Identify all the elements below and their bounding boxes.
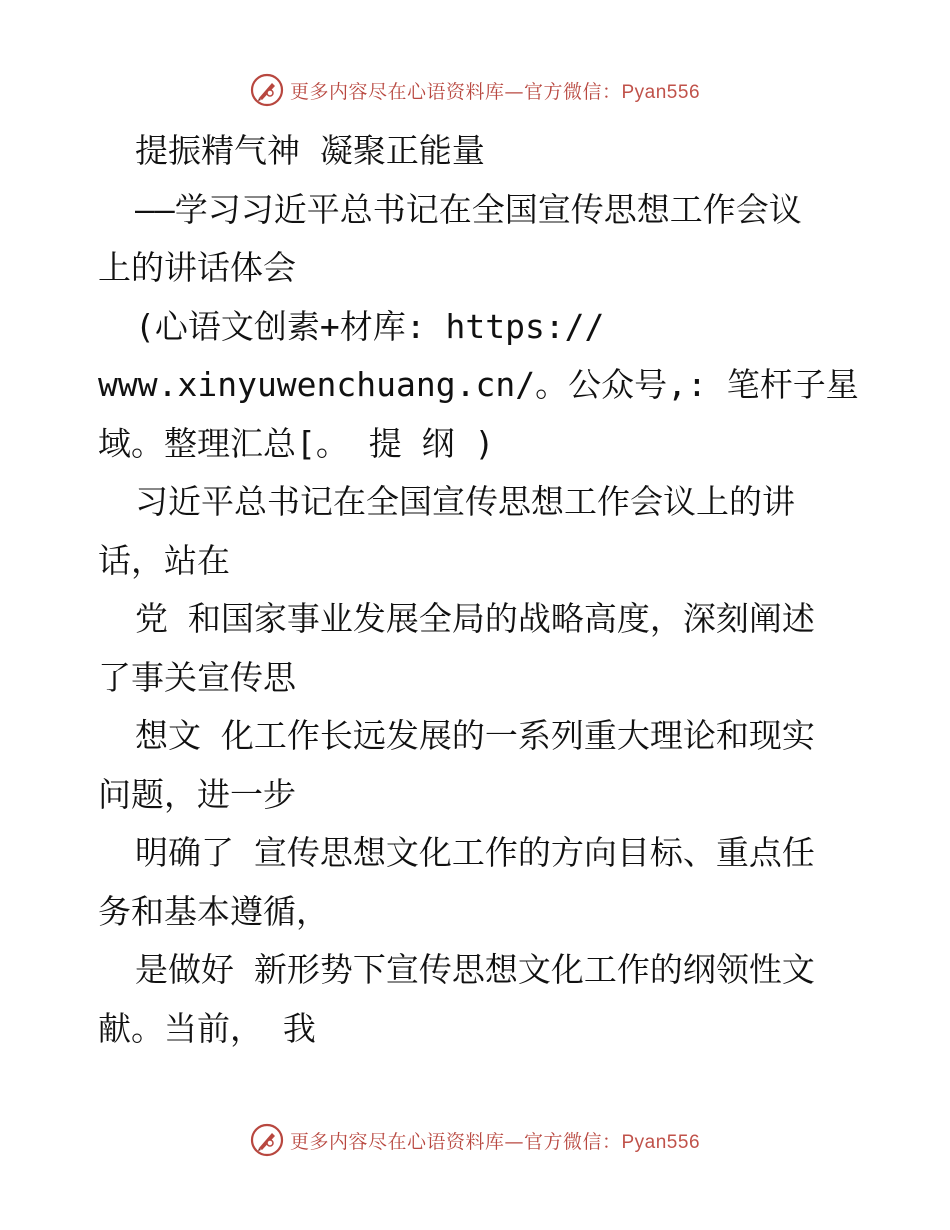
- article-subtitle-line-2: 上的讲话体会: [98, 248, 296, 287]
- footer-banner-label: 更多内容尽在心语资料库—官方微信：: [289, 1130, 622, 1153]
- source-note-line-2: www.xinyuwenchuang.cn/。公众号,: 笔杆子星: [98, 365, 859, 404]
- paragraph-line: 务和基本遵循，: [98, 891, 329, 931]
- pen-logo-icon: [250, 1123, 284, 1157]
- footer-banner: [0, 1120, 950, 1160]
- paragraph-line: 习近平总书记在全国宣传思想工作会议上的讲: [135, 482, 795, 521]
- paragraph-line: 话，站在: [98, 540, 230, 580]
- footer-wechat-id: Pyan556: [621, 1131, 701, 1153]
- paragraph-line: 献。当前， 我: [98, 1008, 316, 1048]
- pen-logo-icon: [250, 73, 284, 107]
- article-subtitle-line-1: ——学习习近平总书记在全国宣传思想工作会议: [135, 189, 802, 229]
- article-body: [98, 122, 858, 1058]
- source-note-line-3: 域。整理汇总[。 提 纲 ): [98, 423, 495, 463]
- header-banner-text: [290, 77, 700, 104]
- header-banner: [0, 70, 950, 110]
- paragraph-line: 明确了 宣传思想文化工作的方向目标、重点任: [135, 833, 815, 872]
- paragraph-line: 是做好 新形势下宣传思想文化工作的纲领性文: [135, 950, 815, 989]
- paragraph-line: 想文 化工作长远发展的一系列重大理论和现实: [135, 716, 815, 755]
- footer-banner-text: [290, 1127, 700, 1154]
- header-banner-label: 更多内容尽在心语资料库—官方微信：: [289, 80, 622, 103]
- paragraph-line: 党 和国家事业发展全局的战略高度，深刻阐述: [135, 599, 815, 638]
- article-title: 提振精气神 凝聚正能量: [135, 131, 485, 170]
- header-wechat-id: Pyan556: [621, 81, 701, 103]
- source-note-line-1: (心语文创素+材库: https://: [135, 306, 605, 346]
- paragraph-line: 了事关宣传思: [98, 657, 296, 697]
- paragraph-line: 问题，进一步: [98, 774, 296, 814]
